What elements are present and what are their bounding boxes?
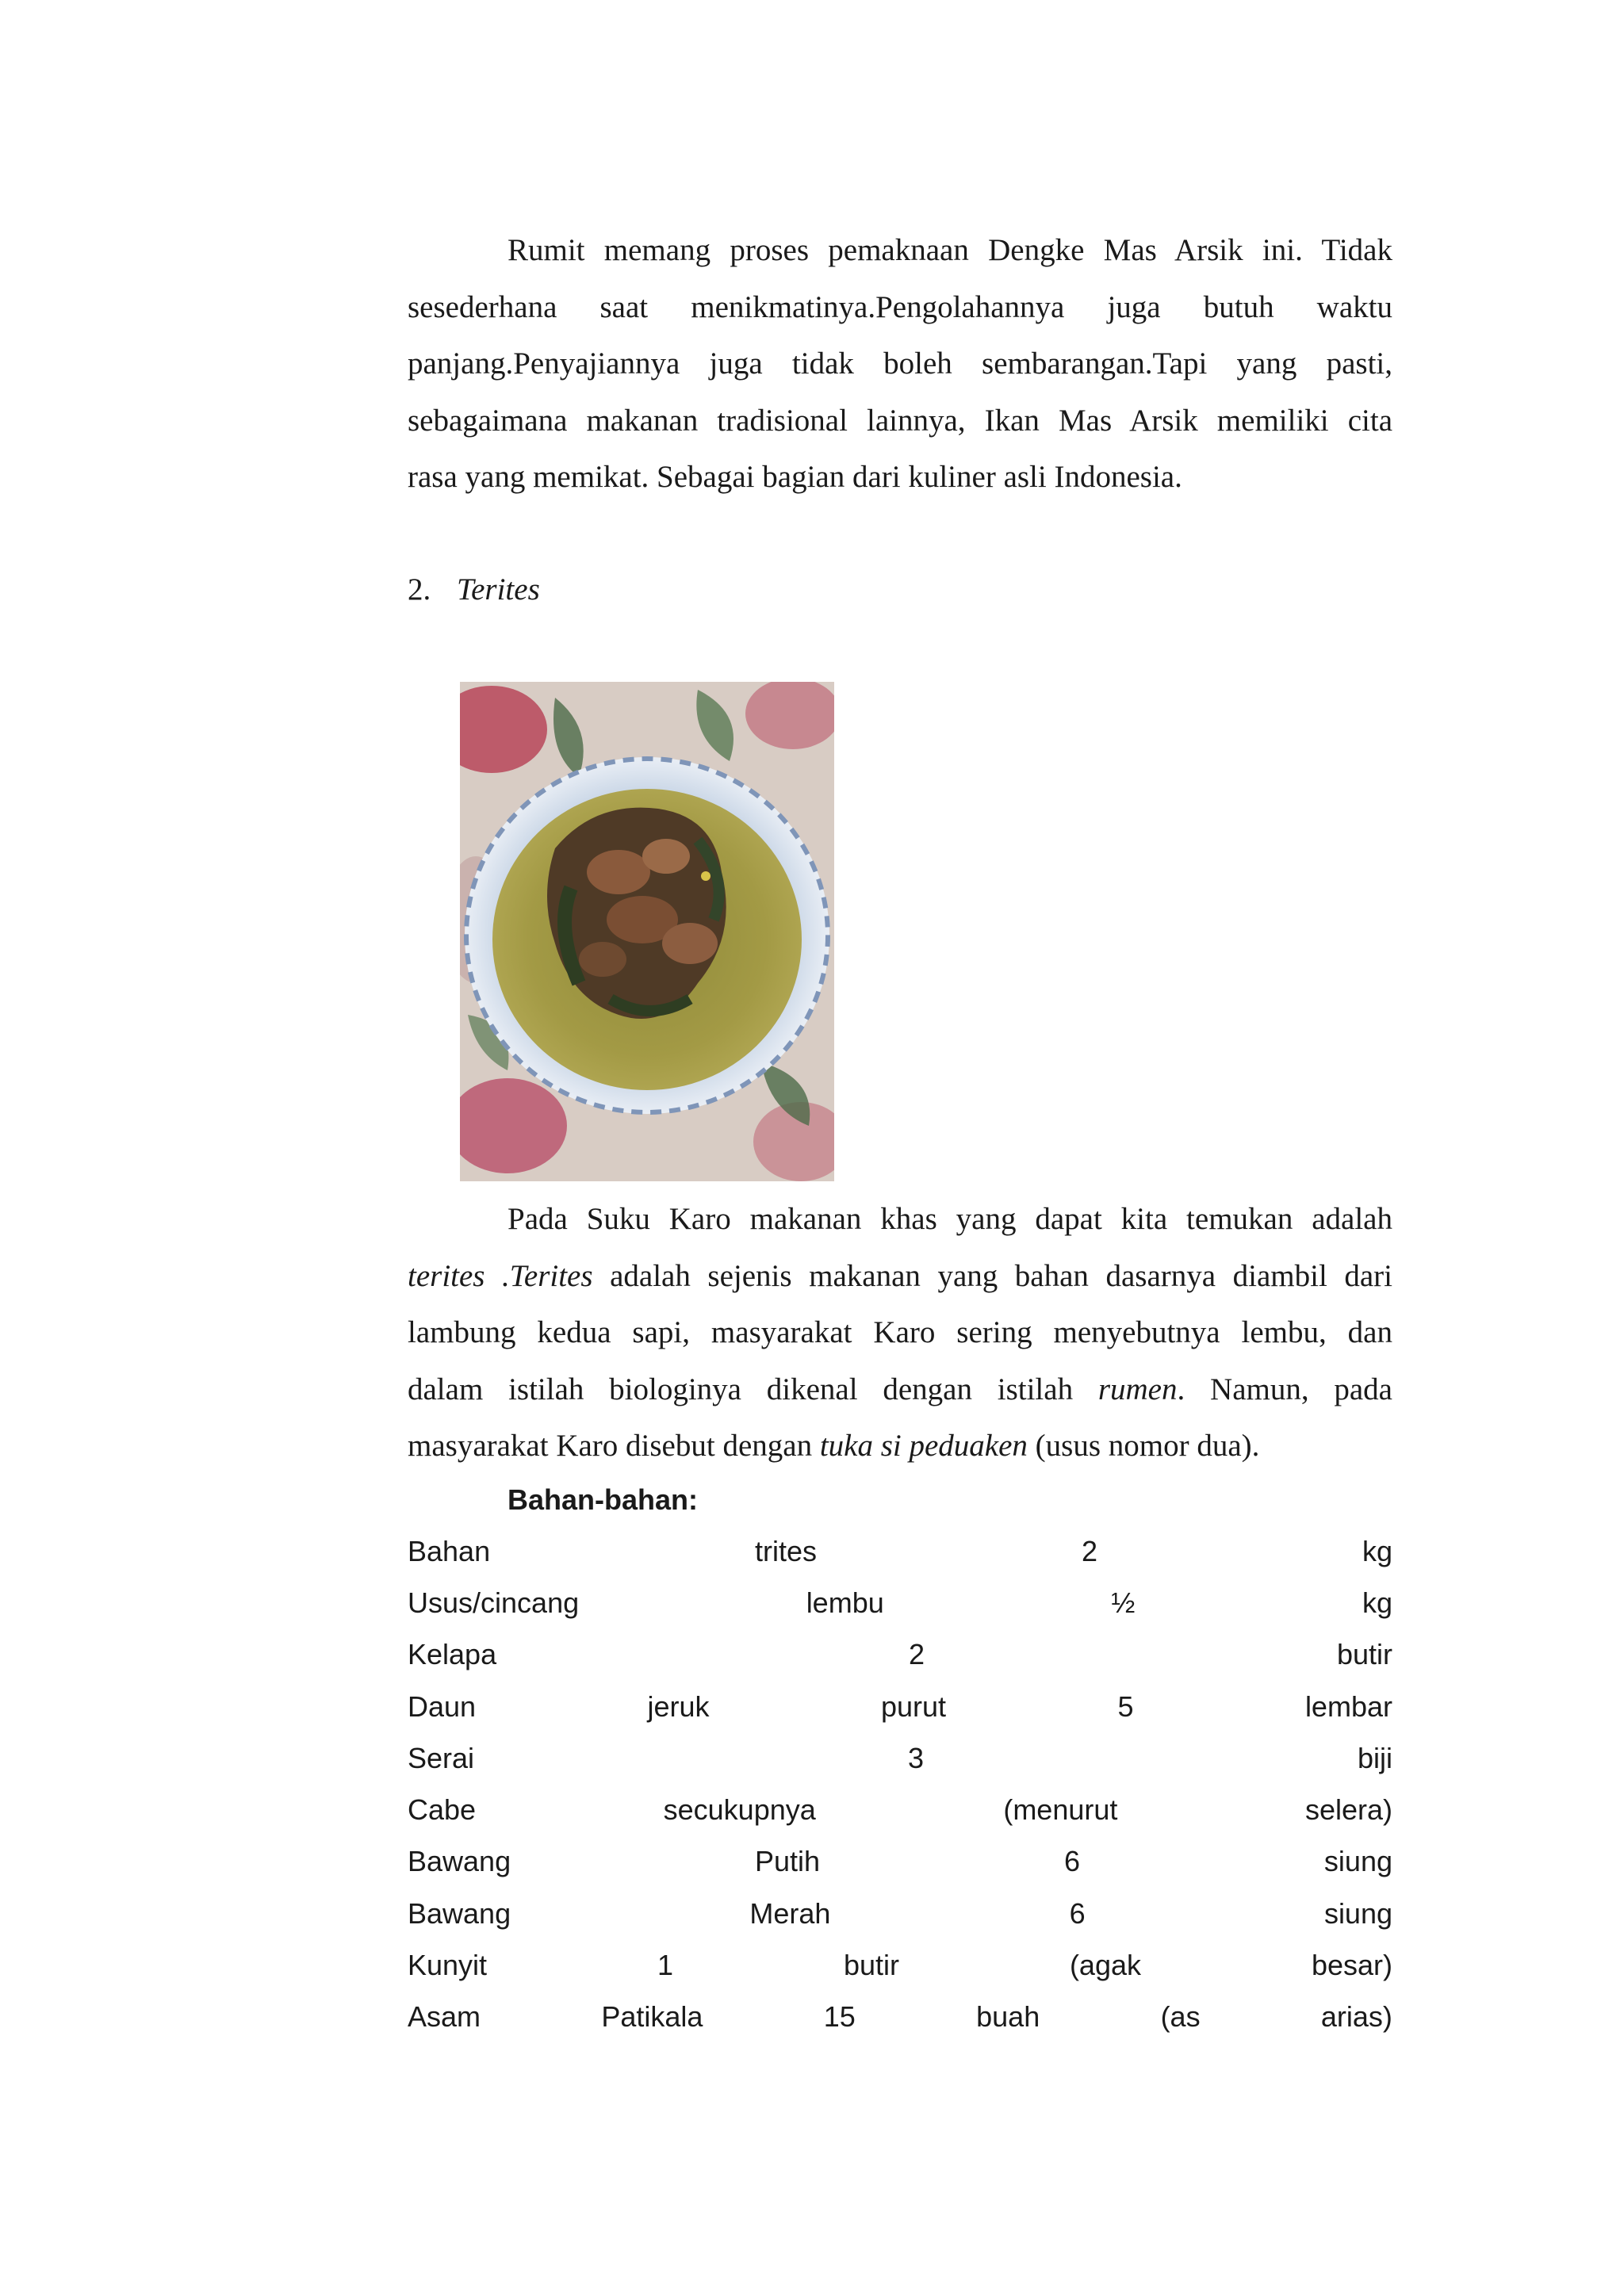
- ingredient-cell: secukupnya: [663, 1793, 816, 1827]
- ingredient-cell: jeruk: [647, 1689, 710, 1723]
- ingredient-cell: lembar: [1304, 1689, 1392, 1723]
- desc-line-5-post: (usus nomor dua).: [1027, 1429, 1260, 1463]
- desc-line-5-pre: masyarakat Karo disebut dengan: [408, 1429, 820, 1463]
- desc-line-4: [408, 1361, 1392, 1418]
- ingredient-row: [408, 1629, 1392, 1681]
- ingredient-cell: buah: [976, 2000, 1040, 2034]
- intro-line-2: sesederhana saat menikmatinya.Pengolahannya juga butuh waktu: [408, 289, 1392, 324]
- ingredient-cell: 2: [1082, 1534, 1098, 1567]
- ingredient-cell: butir: [843, 1949, 899, 1982]
- ingredient-row: [408, 1992, 1392, 2043]
- ingredient-cell: Usus/cincang: [408, 1586, 580, 1619]
- desc-line-2-text: adalah sejenis makanan yang bahan dasarnya diambil dari: [592, 1258, 1392, 1293]
- ingredient-cell: 3: [908, 1741, 925, 1774]
- desc-italic-tuka: tuka si peduaken: [819, 1429, 1028, 1463]
- ingredient-cell: kg: [1362, 1534, 1392, 1567]
- intro-line-1: Rumit memang proses pemaknaan Dengke Mas Arsik ini. Tidak: [508, 233, 1392, 267]
- ingredient-cell: 5: [1117, 1689, 1134, 1723]
- ingredient-row: [408, 1836, 1392, 1888]
- desc-italic-terites-2: .Terites: [485, 1258, 593, 1293]
- ingredient-row: [408, 1888, 1392, 1939]
- ingredient-cell: (agak: [1069, 1949, 1141, 1982]
- ingredient-cell: 6: [1069, 1896, 1086, 1930]
- ingredients-heading: Bahan-bahan:: [508, 1483, 699, 1516]
- ingredient-row: [408, 1525, 1392, 1577]
- ingredient-row: [408, 1784, 1392, 1835]
- ingredient-cell: 15: [823, 2000, 856, 2034]
- ingredient-cell: selera): [1304, 1793, 1392, 1827]
- ingredient-cell: Daun: [408, 1689, 477, 1723]
- ingredient-cell: besar): [1311, 1949, 1392, 1982]
- intro-line-4: sebagaimana makanan tradisional lainnya, Ikan Mas Arsik memiliki cita: [408, 403, 1392, 438]
- ingredient-cell: trites: [755, 1534, 818, 1567]
- description-paragraph: [408, 1191, 1392, 1475]
- ingredient-row: [408, 1681, 1392, 1732]
- section-number: 2.: [408, 572, 431, 607]
- ingredient-cell: (menurut: [1003, 1793, 1118, 1827]
- ingredient-cell: (as: [1160, 2000, 1201, 2034]
- desc-line-4-post: . Namun, pada: [1177, 1372, 1392, 1406]
- ingredient-cell: biji: [1357, 1741, 1392, 1774]
- ingredient-cell: arias): [1320, 2000, 1392, 2034]
- ingredient-cell: Bahan: [408, 1534, 491, 1567]
- ingredient-cell: ½: [1111, 1586, 1136, 1619]
- ingredient-cell: Cabe: [408, 1793, 477, 1827]
- ingredient-cell: 2: [909, 1638, 925, 1671]
- desc-line-2: [408, 1248, 1392, 1305]
- ingredients-list: [408, 1525, 1392, 2043]
- desc-line-5: [408, 1418, 1392, 1475]
- ingredient-row: [408, 1577, 1392, 1628]
- desc-line-3: lambung kedua sapi, masyarakat Karo sering menyebutnya lembu, dan: [408, 1315, 1392, 1349]
- ingredient-cell: Serai: [408, 1741, 475, 1774]
- intro-line-3: panjang.Penyajiannya juga tidak boleh sembarangan.Tapi yang pasti,: [408, 346, 1392, 381]
- ingredient-cell: Asam: [408, 2000, 481, 2034]
- section-title: Terites: [457, 572, 540, 607]
- desc-italic-terites: terites: [408, 1258, 485, 1293]
- terites-photo-illustration: [460, 682, 834, 1181]
- terites-photo: [460, 682, 834, 1181]
- ingredient-cell: Bawang: [408, 1845, 511, 1878]
- ingredient-cell: 1: [657, 1949, 674, 1982]
- ingredient-cell: lembu: [806, 1586, 884, 1619]
- ingredient-cell: Bawang: [408, 1896, 511, 1930]
- desc-line-1: Pada Suku Karo makanan khas yang dapat kita temukan adalah: [508, 1202, 1392, 1236]
- ingredient-cell: siung: [1323, 1896, 1392, 1930]
- ingredient-cell: kg: [1362, 1586, 1392, 1619]
- ingredient-row: [408, 1939, 1392, 1991]
- desc-italic-rumen: rumen: [1097, 1372, 1178, 1406]
- ingredient-cell: siung: [1323, 1845, 1392, 1878]
- ingredient-cell: Putih: [755, 1845, 821, 1878]
- desc-line-4-pre: dalam istilah biologinya dikenal dengan istilah: [408, 1372, 1098, 1406]
- ingredient-cell: Merah: [749, 1896, 831, 1930]
- intro-paragraph: [408, 222, 1392, 506]
- ingredient-row: [408, 1732, 1392, 1784]
- intro-line-5: rasa yang memikat. Sebagai bagian dari kuliner asli Indonesia.: [408, 460, 1182, 494]
- ingredient-cell: Kelapa: [408, 1638, 497, 1671]
- ingredient-cell: Patikala: [601, 2000, 703, 2034]
- ingredient-cell: 6: [1063, 1845, 1081, 1878]
- section-heading: [408, 561, 540, 618]
- ingredient-cell: purut: [880, 1689, 947, 1723]
- ingredient-cell: Kunyit: [408, 1949, 488, 1982]
- ingredient-cell: butir: [1336, 1638, 1392, 1671]
